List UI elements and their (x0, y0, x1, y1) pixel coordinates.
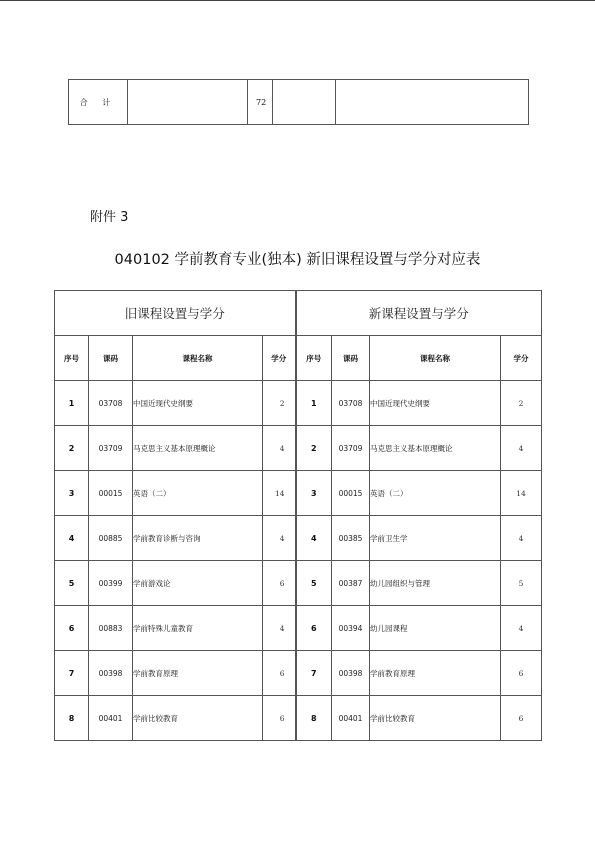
old-code-cell: 00885 (89, 516, 133, 561)
table-row (55, 696, 542, 741)
new-credit-cell: 6 (501, 696, 542, 741)
old-code-header: 课码 (89, 336, 133, 381)
old-seq-cell: 8 (55, 696, 89, 741)
summary-empty-cell (128, 80, 248, 125)
old-name-cell: 学前教育诊断与咨询 (133, 516, 263, 561)
old-code-cell: 00015 (89, 471, 133, 516)
old-name-cell: 马克思主义基本原理概论 (133, 426, 263, 471)
new-code-cell: 00394 (332, 606, 370, 651)
old-seq-cell: 7 (55, 651, 89, 696)
new-name-cell: 马克思主义基本原理概论 (370, 426, 501, 471)
old-seq-cell: 3 (55, 471, 89, 516)
new-seq-cell: 8 (296, 696, 332, 741)
new-seq-cell: 1 (296, 381, 332, 426)
new-credit-cell: 4 (501, 426, 542, 471)
old-credit-cell: 4 (263, 426, 296, 471)
new-seq-header: 序号 (296, 336, 332, 381)
new-seq-cell: 6 (296, 606, 332, 651)
new-code-header: 课码 (332, 336, 370, 381)
old-credit-cell: 4 (263, 516, 296, 561)
table-row (55, 426, 542, 471)
new-name-cell: 英语（二） (370, 471, 501, 516)
old-credit-cell: 2 (263, 381, 296, 426)
new-name-cell: 中国近现代史纲要 (370, 381, 501, 426)
new-code-cell: 03708 (332, 381, 370, 426)
table-row (55, 381, 542, 426)
new-seq-cell: 2 (296, 426, 332, 471)
old-name-header: 课程名称 (133, 336, 263, 381)
table-row (55, 651, 542, 696)
old-seq-header: 序号 (55, 336, 89, 381)
old-seq-cell: 1 (55, 381, 89, 426)
new-code-cell: 00387 (332, 561, 370, 606)
old-credit-header: 学分 (263, 336, 296, 381)
old-group-header: 旧课程设置与学分 (55, 291, 296, 336)
new-seq-cell: 5 (296, 561, 332, 606)
group-header-row (55, 291, 542, 336)
old-credit-cell: 14 (263, 471, 296, 516)
attachment-label: 附件 3 (90, 210, 129, 225)
table-row (55, 561, 542, 606)
new-credit-cell: 14 (501, 471, 542, 516)
old-seq-cell: 4 (55, 516, 89, 561)
old-code-cell: 00399 (89, 561, 133, 606)
new-code-cell: 00385 (332, 516, 370, 561)
old-code-cell: 03709 (89, 426, 133, 471)
new-credit-header: 学分 (501, 336, 542, 381)
page-top-rule (0, 0, 595, 1)
summary-empty-cell (336, 80, 529, 125)
new-code-cell: 00015 (332, 471, 370, 516)
summary-table (68, 79, 529, 125)
page-title: 040102 学前教育专业(独本) 新旧课程设置与学分对应表 (114, 252, 481, 268)
table-row (55, 516, 542, 561)
new-name-cell: 学前教育原理 (370, 651, 501, 696)
old-code-cell: 03708 (89, 381, 133, 426)
old-credit-cell: 6 (263, 696, 296, 741)
old-credit-cell: 4 (263, 606, 296, 651)
summary-total-label: 合 计 (69, 80, 128, 125)
old-credit-cell: 6 (263, 651, 296, 696)
new-credit-cell: 6 (501, 651, 542, 696)
new-group-header: 新课程设置与学分 (296, 291, 542, 336)
old-name-cell: 中国近现代史纲要 (133, 381, 263, 426)
new-name-cell: 学前比较教育 (370, 696, 501, 741)
table-row (55, 471, 542, 516)
new-credit-cell: 5 (501, 561, 542, 606)
new-code-cell: 00398 (332, 651, 370, 696)
old-seq-cell: 5 (55, 561, 89, 606)
new-seq-cell: 7 (296, 651, 332, 696)
summary-row (69, 80, 529, 125)
old-name-cell: 学前特殊儿童教育 (133, 606, 263, 651)
new-credit-cell: 2 (501, 381, 542, 426)
old-name-cell: 学前教育原理 (133, 651, 263, 696)
table-row (55, 606, 542, 651)
old-name-cell: 学前比较教育 (133, 696, 263, 741)
old-name-cell: 学前游戏论 (133, 561, 263, 606)
new-seq-cell: 3 (296, 471, 332, 516)
course-comparison-table (54, 290, 542, 741)
column-header-row (55, 336, 542, 381)
old-code-cell: 00401 (89, 696, 133, 741)
old-code-cell: 00398 (89, 651, 133, 696)
old-seq-cell: 2 (55, 426, 89, 471)
new-credit-cell: 4 (501, 516, 542, 561)
summary-total-value: 72 (248, 80, 273, 125)
new-name-cell: 学前卫生学 (370, 516, 501, 561)
new-credit-cell: 4 (501, 606, 542, 651)
old-name-cell: 英语（二） (133, 471, 263, 516)
new-code-cell: 00401 (332, 696, 370, 741)
old-seq-cell: 6 (55, 606, 89, 651)
old-code-cell: 00883 (89, 606, 133, 651)
new-seq-cell: 4 (296, 516, 332, 561)
new-code-cell: 03709 (332, 426, 370, 471)
summary-empty-cell (273, 80, 336, 125)
new-name-cell: 幼儿园课程 (370, 606, 501, 651)
old-credit-cell: 6 (263, 561, 296, 606)
new-name-header: 课程名称 (370, 336, 501, 381)
new-name-cell: 幼儿园组织与管理 (370, 561, 501, 606)
